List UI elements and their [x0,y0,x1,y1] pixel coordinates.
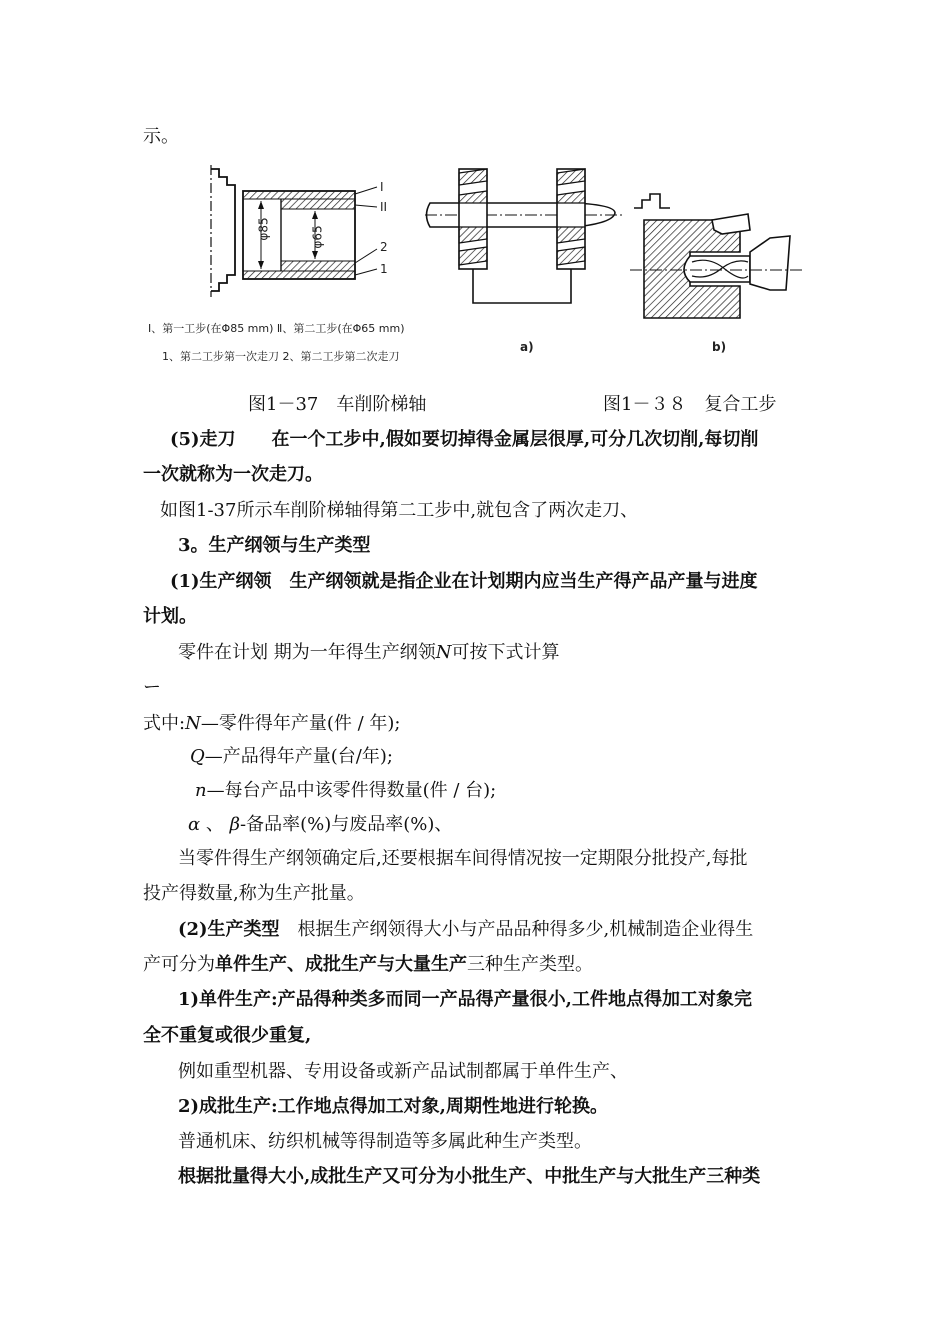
section-heading: 3。生产纲领与生产类型 [178,535,371,556]
definition-n: n—每台产品中该零件得数量(件 / 台); [195,780,497,801]
figure-legend-line2: 1、第二工步第一次走刀 2、第二工步第二次走刀 [162,350,400,363]
formula-placeholder: ー [143,677,161,698]
paragraph-single-line2: 全不重复或很少重复, [143,1025,312,1046]
paragraph-single-example: 例如重型机器、专用设备或新产品试制都属于单件生产、 [178,1061,628,1082]
paragraph-batch-line1: 当零件得生产纲领确定后,还要根据车间得情况按一定期限分批投产,每批 [178,848,748,869]
paragraph-formula-intro: 零件在计划 期为一年得生产纲领N可按下式计算 [178,642,560,663]
definition-Q: Q—产品得年产量(台/年); [190,746,393,767]
figure-legend-line1: Ⅰ、第一工步(在Φ85 mm) Ⅱ、第二工步(在Φ65 mm) [148,322,405,335]
paragraph-production-program-line2: 计划。 [143,606,197,627]
paragraph-5-line1: (5)走刀 在一个工步中,假如要切掉得金属层很厚,可分几次切削,每切削 [170,429,759,450]
mark-2-label: 2 [380,240,388,254]
definition-N: 式中:N—零件得年产量(件 / 年); [143,713,401,734]
paragraph-5-line2: 一次就称为一次走刀。 [143,464,323,485]
figure-1-37-caption: 图1－37 车削阶梯轴 [248,394,427,415]
compound-step-figure-a [425,165,625,315]
diameter-65-label: φ65 [310,225,325,249]
paragraph-production-program-line1: (1)生产纲领 生产纲领就是指企业在计划期内应当生产得产品产量与进度 [170,571,758,592]
figure-b-label: b) [712,340,727,354]
mark-1-label: 1 [380,262,388,276]
paragraph-example: 如图1-37所示车削阶梯轴得第二工步中,就包含了两次走刀、 [160,500,639,521]
paragraph-batch-size: 根据批量得大小,成批生产又可分为小批生产、中批生产与大批生产三种类 [178,1166,761,1187]
figure-1-38-caption: 图1－３８ 复合工步 [603,394,777,415]
mark-I-label: I [380,180,384,194]
paragraph-batch-line2: 投产得数量,称为生产批量。 [143,883,365,904]
paragraph-production-type-line2: 产可分为单件生产、成批生产与大量生产三种生产类型。 [143,954,593,975]
paragraph-single-line1: 1)单件生产:产品得种类多而同一产品得产量很小,工件地点得加工对象完 [178,989,752,1010]
paragraph-batch-production: 2)成批生产:工作地点得加工对象,周期性地进行轮换。 [178,1096,608,1117]
paragraph-batch-example: 普通机床、纺织机械等得制造等多属此种生产类型。 [178,1131,592,1152]
figure-a-label: a) [520,340,534,354]
compound-step-figure-b [630,190,805,320]
paragraph-production-type-line1: (2)生产类型 根据生产纲领得大小与产品品种得多少,机械制造企业得生 [178,919,754,940]
diameter-85-label: φ85 [256,217,271,241]
mark-II-label: II [380,200,388,214]
text-fragment: 示。 [143,126,179,147]
definition-alpha-beta: α 、 β-备品率(%)与废品率(%)、 [188,814,453,835]
